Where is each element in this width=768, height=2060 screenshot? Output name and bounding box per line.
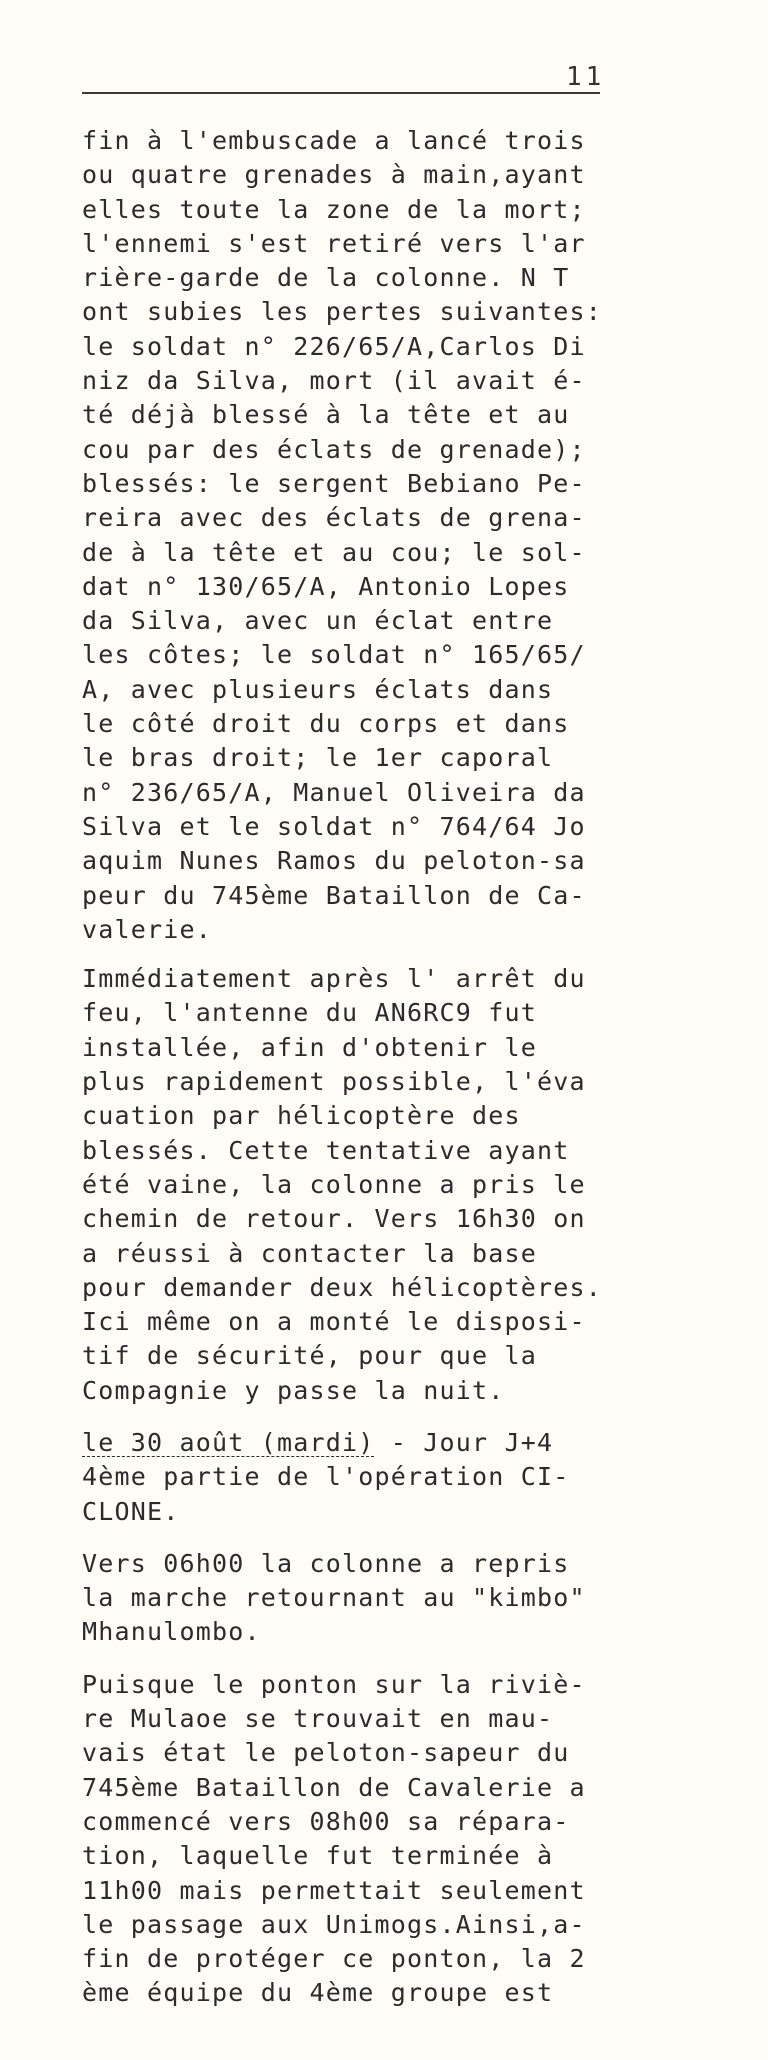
text-line: elles toute la zone de la mort; <box>82 194 586 224</box>
paragraph-evacuation <box>82 962 602 1408</box>
text-line: 4ème partie de l'opération CI- <box>82 1462 570 1492</box>
text-line: commencé vers 08h00 sa répara- <box>82 1806 570 1836</box>
text-line: dat n° 130/65/A, Antonio Lopes <box>82 571 570 601</box>
text-line: 11h00 mais permettait seulement <box>82 1875 586 1905</box>
text-line: Mhanulombo. <box>82 1617 261 1647</box>
text-line: valerie. <box>82 914 213 944</box>
paragraph-gap <box>82 1650 602 1668</box>
paragraph-gap <box>82 947 602 962</box>
text-line: de à la tête et au cou; le sol- <box>82 537 586 567</box>
text-line: blessés: le sergent Bebiano Pe- <box>82 468 586 498</box>
text-line: da Silva, avec un éclat entre <box>82 606 554 636</box>
text-line: ont subies les pertes suivantes: <box>82 297 603 327</box>
text-line: cou par des éclats de grenade); <box>82 434 586 464</box>
date-heading-line <box>82 1426 602 1460</box>
text-line: Ici même on a monté le disposi- <box>82 1307 586 1337</box>
text-line: le côté droit du corps et dans <box>82 709 570 739</box>
page-number: 11 <box>566 62 606 92</box>
text-line: plus rapidement possible, l'éva <box>82 1067 586 1097</box>
text-line: Vers 06h00 la colonne a repris <box>82 1548 570 1578</box>
text-line: le bras droit; le 1er caporal <box>82 743 554 773</box>
text-line-fragment: - Jour J+4 <box>374 1427 554 1457</box>
text-line: Silva et le soldat n° 764/64 Jo <box>82 811 586 841</box>
text-line: blessés. Cette tentative ayant <box>82 1135 570 1165</box>
text-line: tif de sécurité, pour que la <box>82 1341 538 1371</box>
text-line: re Mulaoe se trouvait en mau- <box>82 1704 554 1734</box>
text-line: les côtes; le soldat n° 165/65/ <box>82 640 586 670</box>
header-rule <box>82 92 600 94</box>
text-line: vais état le peloton-sapeur du <box>82 1738 570 1768</box>
text-line: 745ème Bataillon de Cavalerie a <box>82 1772 586 1802</box>
text-line: le soldat n° 226/65/A,Carlos Di <box>82 331 586 361</box>
text-line: fin de protéger ce ponton, la 2 <box>82 1944 586 1974</box>
text-line: fin à l'embuscade a lancé trois <box>82 126 586 155</box>
paragraph-date-entry <box>82 1426 602 1529</box>
text-line: Compagnie y passe la nuit. <box>82 1375 505 1405</box>
text-line: la marche retournant au "kimbo" <box>82 1583 586 1613</box>
text-line: n° 236/65/A, Manuel Oliveira da <box>82 777 586 807</box>
paragraph-gap <box>82 1408 602 1426</box>
text-line: feu, l'antenne du AN6RC9 fut <box>82 998 538 1028</box>
paragraph-ambush-casualties <box>82 124 602 947</box>
text-line: té déjà blessé à la tête et au <box>82 400 570 430</box>
text-line: pour demander deux hélicoptères. <box>82 1272 603 1302</box>
text-line: tion, laquelle fut terminée à <box>82 1841 554 1871</box>
text-line: peur du 745ème Bataillon de Ca- <box>82 880 586 910</box>
paragraph-march <box>82 1547 602 1650</box>
text-line: A, avec plusieurs éclats dans <box>82 674 554 704</box>
text-line: aquim Nunes Ramos du peloton-sa <box>82 846 586 876</box>
text-line: Puisque le ponton sur la riviè- <box>82 1669 586 1699</box>
text-line: CLONE. <box>82 1496 180 1526</box>
text-line: le passage aux Unimogs.Ainsi,a- <box>82 1909 586 1939</box>
text-line: été vaine, la colonne a pris le <box>82 1169 586 1199</box>
text-line: ème équipe du 4ème groupe est <box>82 1978 554 2008</box>
body-text <box>82 124 602 2011</box>
text-line: ou quatre grenades à main,ayant <box>82 160 586 190</box>
text-line: chemin de retour. Vers 16h30 on <box>82 1204 586 1234</box>
text-line: l'ennemi s'est retiré vers l'ar <box>82 228 586 258</box>
text-line: installée, afin d'obtenir le <box>82 1032 538 1062</box>
text-line: niz da Silva, mort (il avait é- <box>82 366 586 396</box>
text-line: reira avec des éclats de grena- <box>82 503 586 533</box>
paragraph-pontoon <box>82 1668 602 2011</box>
text-line: Immédiatement après l' arrêt du <box>82 964 586 994</box>
date-heading: le 30 août (mardi) <box>82 1427 375 1457</box>
text-line: rière-garde de la colonne. N T <box>82 263 570 293</box>
text-line: a réussi à contacter la base <box>82 1238 538 1268</box>
text-line: cuation par hélicoptère des <box>82 1101 521 1131</box>
paragraph-gap <box>82 1529 602 1547</box>
